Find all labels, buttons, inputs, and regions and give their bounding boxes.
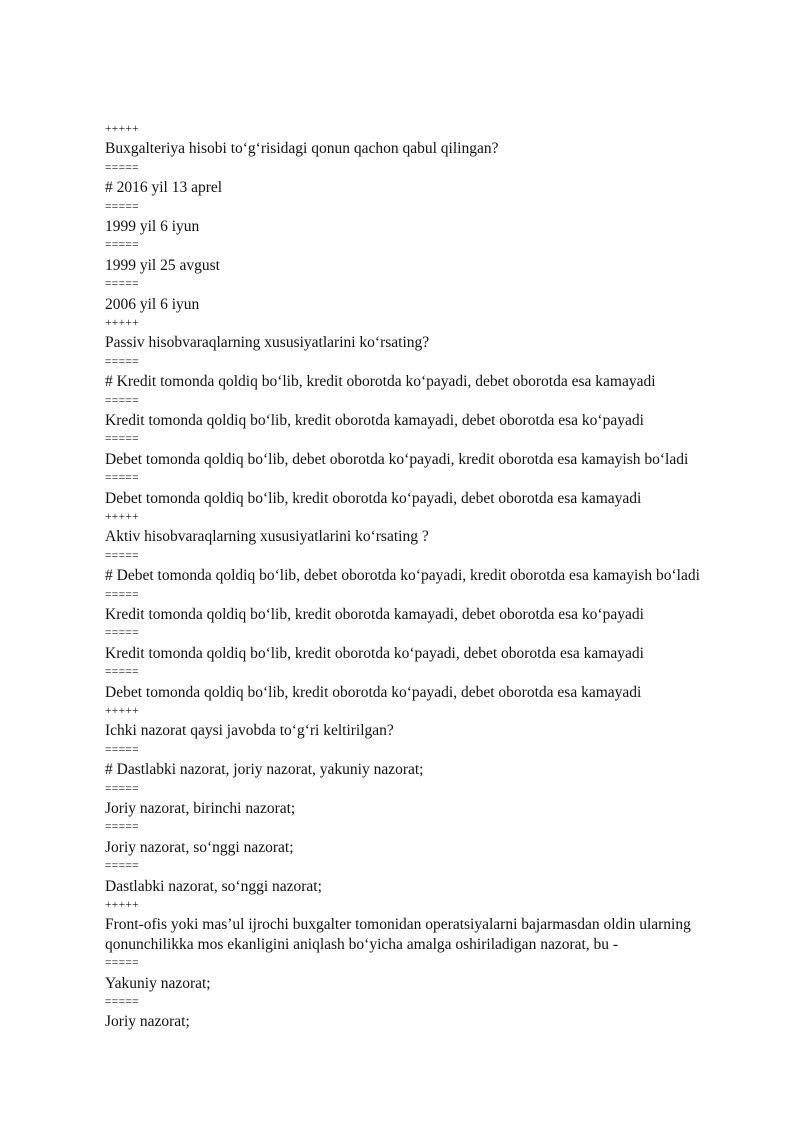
answer-option: Kredit tomonda qoldiq bo‘lib, kredit oborotda kamayadi, debet oborotda esa ko‘payadi <box>105 411 644 429</box>
answer-option-correct: # 2016 yil 13 aprel <box>105 179 223 197</box>
answer-separator: ===== <box>105 666 139 679</box>
answer-separator: ===== <box>105 394 139 407</box>
answer-separator: ===== <box>105 821 139 834</box>
answer-separator: ===== <box>105 588 139 601</box>
answer-option: Kredit tomonda qoldiq bo‘lib, kredit oborotda ko‘payadi, debet oborotda esa kamayadi <box>105 644 644 662</box>
answer-option: Yakuniy nazorat; <box>105 974 211 992</box>
answer-option: Joriy nazorat; <box>105 1013 190 1031</box>
answer-option-correct: # Dastlabki nazorat, joriy nazorat, yakuniy nazorat; <box>105 761 424 779</box>
answer-separator: ===== <box>105 995 139 1008</box>
answer-separator: ===== <box>105 743 139 756</box>
answer-option-correct: # Kredit tomonda qoldiq bo‘lib, kredit oborotda ko‘payadi, debet oborotda esa kamayadi <box>105 373 656 391</box>
answer-option: Debet tomonda qoldiq bo‘lib, kredit oborotda ko‘payadi, debet oborotda esa kamayadi <box>105 683 642 701</box>
answer-separator: ===== <box>105 860 139 873</box>
question-separator: +++++ <box>105 316 139 329</box>
question-text: Aktiv hisobvaraqlarning xususiyatlarini ko‘rsating ? <box>105 528 429 546</box>
question-separator: +++++ <box>105 704 139 717</box>
answer-separator: ===== <box>105 433 139 446</box>
question-separator: +++++ <box>105 510 139 523</box>
answer-option: 1999 yil 25 avgust <box>105 256 220 274</box>
answer-separator: ===== <box>105 278 139 291</box>
answer-separator: ===== <box>105 239 139 252</box>
answer-option: Debet tomonda qoldiq bo‘lib, kredit oborotda ko‘payadi, debet oborotda esa kamayadi <box>105 489 642 507</box>
answer-option-correct: # Debet tomonda qoldiq bo‘lib, debet oborotda ko‘payadi, kredit oborotda esa kamayish bo‘ladi <box>105 567 700 585</box>
answer-separator: ===== <box>105 782 139 795</box>
question-text: Passiv hisobvaraqlarning xususiyatlarini ko‘rsating? <box>105 334 430 352</box>
question-separator: +++++ <box>105 123 139 135</box>
question-text: Buxgalteriya hisobi to‘g‘risidagi qonun qachon qabul qilingan? <box>105 140 499 158</box>
answer-separator: ===== <box>105 627 139 640</box>
question-separator: +++++ <box>105 898 139 911</box>
answer-option: 2006 yil 6 iyun <box>105 295 200 313</box>
answer-option: Joriy nazorat, so‘nggi nazorat; <box>105 838 294 856</box>
answer-option: Kredit tomonda qoldiq bo‘lib, kredit oborotda kamayadi, debet oborotda esa ko‘payadi <box>105 605 644 623</box>
answer-separator: ===== <box>105 549 139 562</box>
answer-option: Joriy nazorat, birinchi nazorat; <box>105 799 296 817</box>
answer-option: Dastlabki nazorat, so‘nggi nazorat; <box>105 877 322 895</box>
answer-option: 1999 yil 6 iyun <box>105 217 200 235</box>
question-text: Front-ofis yoki mas’ul ijrochi buxgalter tomonidan operatsiyalarni bajarmasdan oldin ularning qonunchilikka mos ekanligini aniqlash bo‘yicha amalga oshiriladigan nazorat, bu - <box>105 916 691 953</box>
answer-option: Debet tomonda qoldiq bo‘lib, debet oborotda ko‘payadi, kredit oborotda esa kamayish bo‘ladi <box>105 450 689 468</box>
document-page <box>105 120 765 1032</box>
answer-separator: ===== <box>105 200 139 213</box>
question-text: Ichki nazorat qaysi javobda to‘g‘ri keltirilgan? <box>105 722 394 740</box>
answer-separator: ===== <box>105 161 139 174</box>
answer-separator: ===== <box>105 355 139 368</box>
answer-separator: ===== <box>105 472 139 485</box>
answer-separator: ===== <box>105 957 139 970</box>
